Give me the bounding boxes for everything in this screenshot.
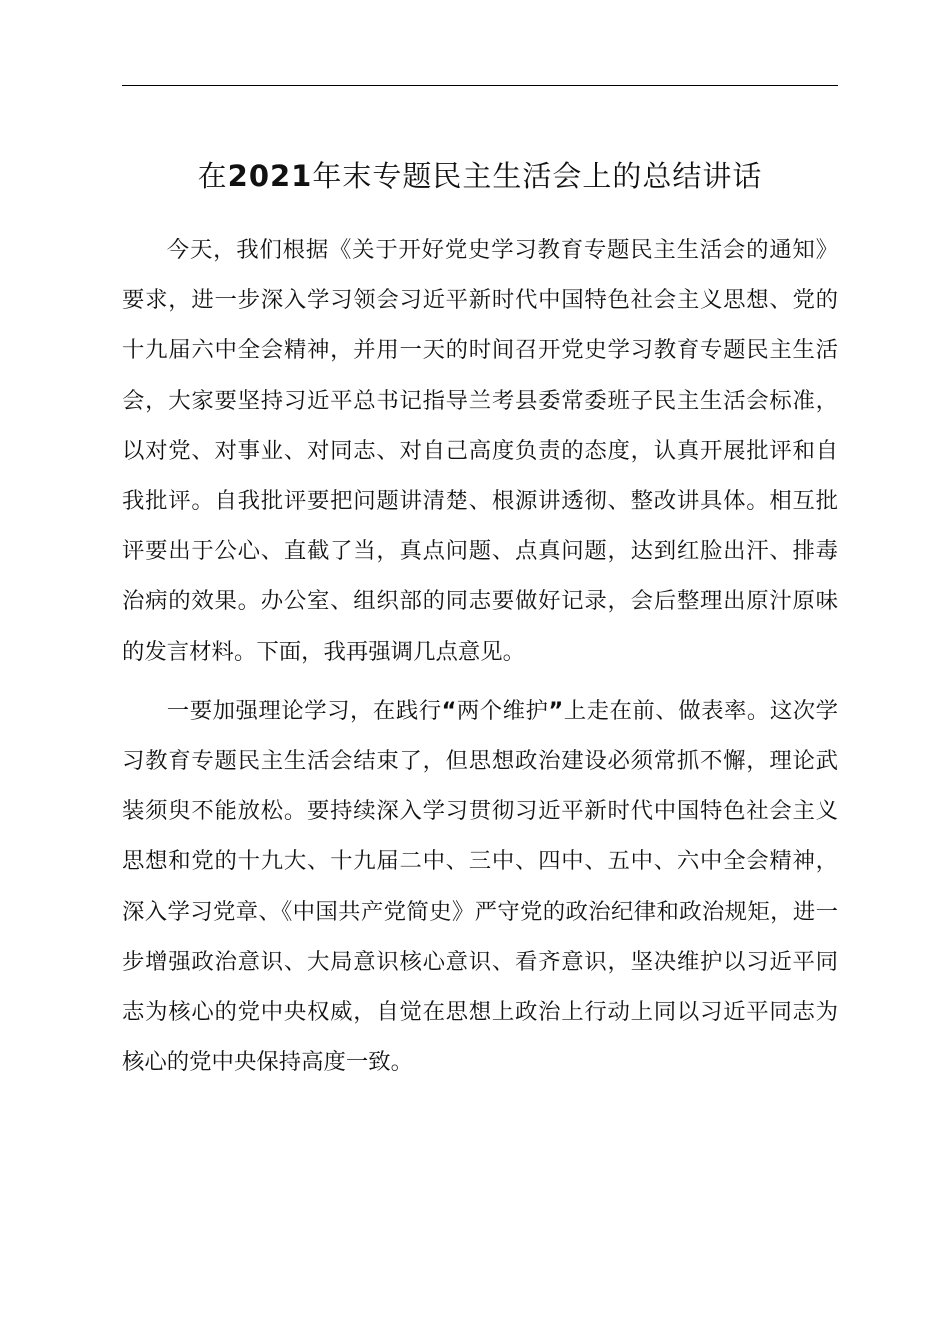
title-prefix: 在 — [197, 159, 228, 193]
paragraph-point-one — [122, 686, 838, 1088]
document-body — [122, 225, 838, 1087]
document-title — [122, 148, 838, 204]
quoted-phrase: 两个维护 — [456, 697, 549, 724]
title-suffix: 年末专题民主生活会上的总结讲话 — [312, 159, 763, 193]
paragraph-opening: 今天，我们根据《关于开好党史学习教育专题民主生活会的通知》要求，进一步深入学习领会习近平新时代中国特色社会主义思想、党的十九届六中全会精神，并用一天的时间召开党史学习教育专题民主生活会，大家要坚持习近平总书记指导兰考县委常委班子民主生活会标准，以对党、对事业、对同志、对自己高度负责的态度，认真开展批评和自我批评。自我批评要把问题讲清楚、根源讲透彻、整改讲具体。相互批评要出于公心、直截了当，真点问题、点真问题，达到红脸出汗、排毒治病的效果。办公室、组织部的同志要做好记录，会后整理出原汁原味的发言材料。下面，我再强调几点意见。 — [122, 237, 838, 665]
open-quote: “ — [441, 697, 457, 724]
close-quote: ” — [548, 697, 564, 724]
title-year: 2021 — [227, 159, 313, 193]
paragraph-text: 上走在前、做表率。这次学习教育专题民主生活会结束了，但思想政治建设必须常抓不懈，理论武装须臾不能放松。要持续深入学习贯彻习近平新时代中国特色社会主义思想和党的十九大、十九届二中、三中、四中、五中、六中全会精神，深入学习党章、《中国共产党简史》严守党的政治纪律和政治规矩，进一步增强政治意识、大局意识核心意识、看齐意识，坚决维护以习近平同志为核心的党中央权威，自觉在思想上政治上行动上同以习近平同志为核心的党中央保持高度一致。 — [122, 697, 839, 1076]
paragraph-text: 一要加强理论学习，在践行 — [166, 697, 442, 724]
header-rule — [122, 85, 838, 86]
